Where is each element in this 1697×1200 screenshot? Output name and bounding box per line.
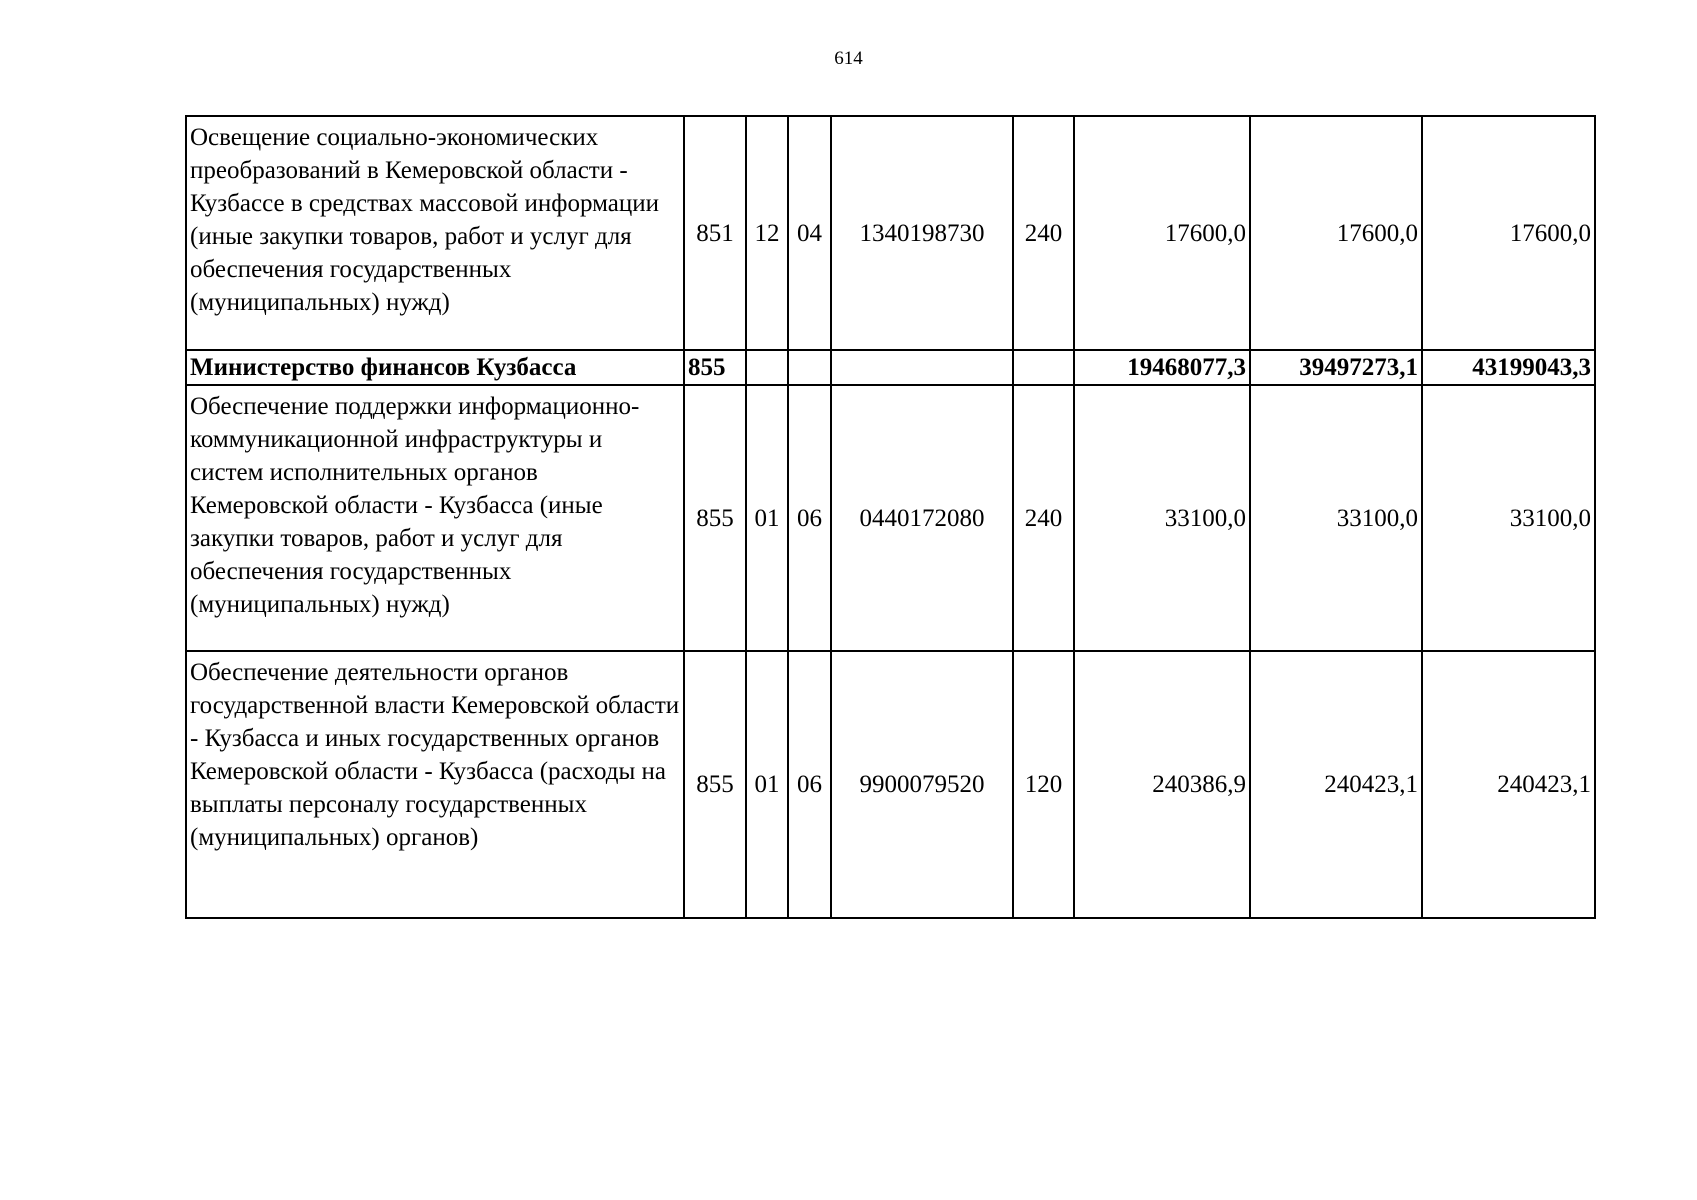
ministry-code: 855 <box>684 385 746 651</box>
expense-type-code: 240 <box>1013 385 1074 651</box>
table-row <box>186 385 1595 651</box>
amount-year-2: 33100,0 <box>1250 385 1422 651</box>
section-code: 01 <box>746 385 788 651</box>
amount-year-3: 43199043,3 <box>1422 350 1595 385</box>
table-row <box>186 651 1595 918</box>
table-row <box>186 116 1595 350</box>
amount-year-2: 39497273,1 <box>1250 350 1422 385</box>
ministry-code: 851 <box>684 116 746 350</box>
amount-year-1: 19468077,3 <box>1074 350 1250 385</box>
target-article-code: 1340198730 <box>831 116 1013 350</box>
expense-type-code <box>1013 350 1074 385</box>
section-code <box>746 350 788 385</box>
subsection-code: 06 <box>788 385 831 651</box>
row-description: Освещение социально-экономических преобразований в Кемеровской области - Кузбассе в средствах массовой информации (иные закупки товаров, работ и услуг для обеспечения государственных (муниципальных) нужд) <box>186 116 684 350</box>
row-description: Обеспечение деятельности органов государственной власти Кемеровской области - Кузбасса и иных государственных органов Кемеровской области - Кузбасса (расходы на выплаты персоналу государственных (муниципальных) органов) <box>186 651 684 918</box>
table-row-ministry-total <box>186 350 1595 385</box>
subsection-code: 04 <box>788 116 831 350</box>
ministry-code: 855 <box>684 350 746 385</box>
amount-year-3: 17600,0 <box>1422 116 1595 350</box>
expense-type-code: 240 <box>1013 116 1074 350</box>
amount-year-2: 17600,0 <box>1250 116 1422 350</box>
amount-year-1: 33100,0 <box>1074 385 1250 651</box>
amount-year-3: 33100,0 <box>1422 385 1595 651</box>
target-article-code: 9900079520 <box>831 651 1013 918</box>
subsection-code <box>788 350 831 385</box>
amount-year-1: 17600,0 <box>1074 116 1250 350</box>
section-code: 01 <box>746 651 788 918</box>
target-article-code: 0440172080 <box>831 385 1013 651</box>
row-description: Министерство финансов Кузбасса <box>186 350 684 385</box>
subsection-code: 06 <box>788 651 831 918</box>
amount-year-1: 240386,9 <box>1074 651 1250 918</box>
page-number: 614 <box>834 48 863 69</box>
budget-table <box>185 115 1596 919</box>
ministry-code: 855 <box>684 651 746 918</box>
amount-year-2: 240423,1 <box>1250 651 1422 918</box>
target-article-code <box>831 350 1013 385</box>
section-code: 12 <box>746 116 788 350</box>
row-description: Обеспечение поддержки информационно-коммуникационной инфраструктуры и систем исполнительных органов Кемеровской области - Кузбасса (иные закупки товаров, работ и услуг для обеспечения государственных (муниципальных) нужд) <box>186 385 684 651</box>
amount-year-3: 240423,1 <box>1422 651 1595 918</box>
expense-type-code: 120 <box>1013 651 1074 918</box>
